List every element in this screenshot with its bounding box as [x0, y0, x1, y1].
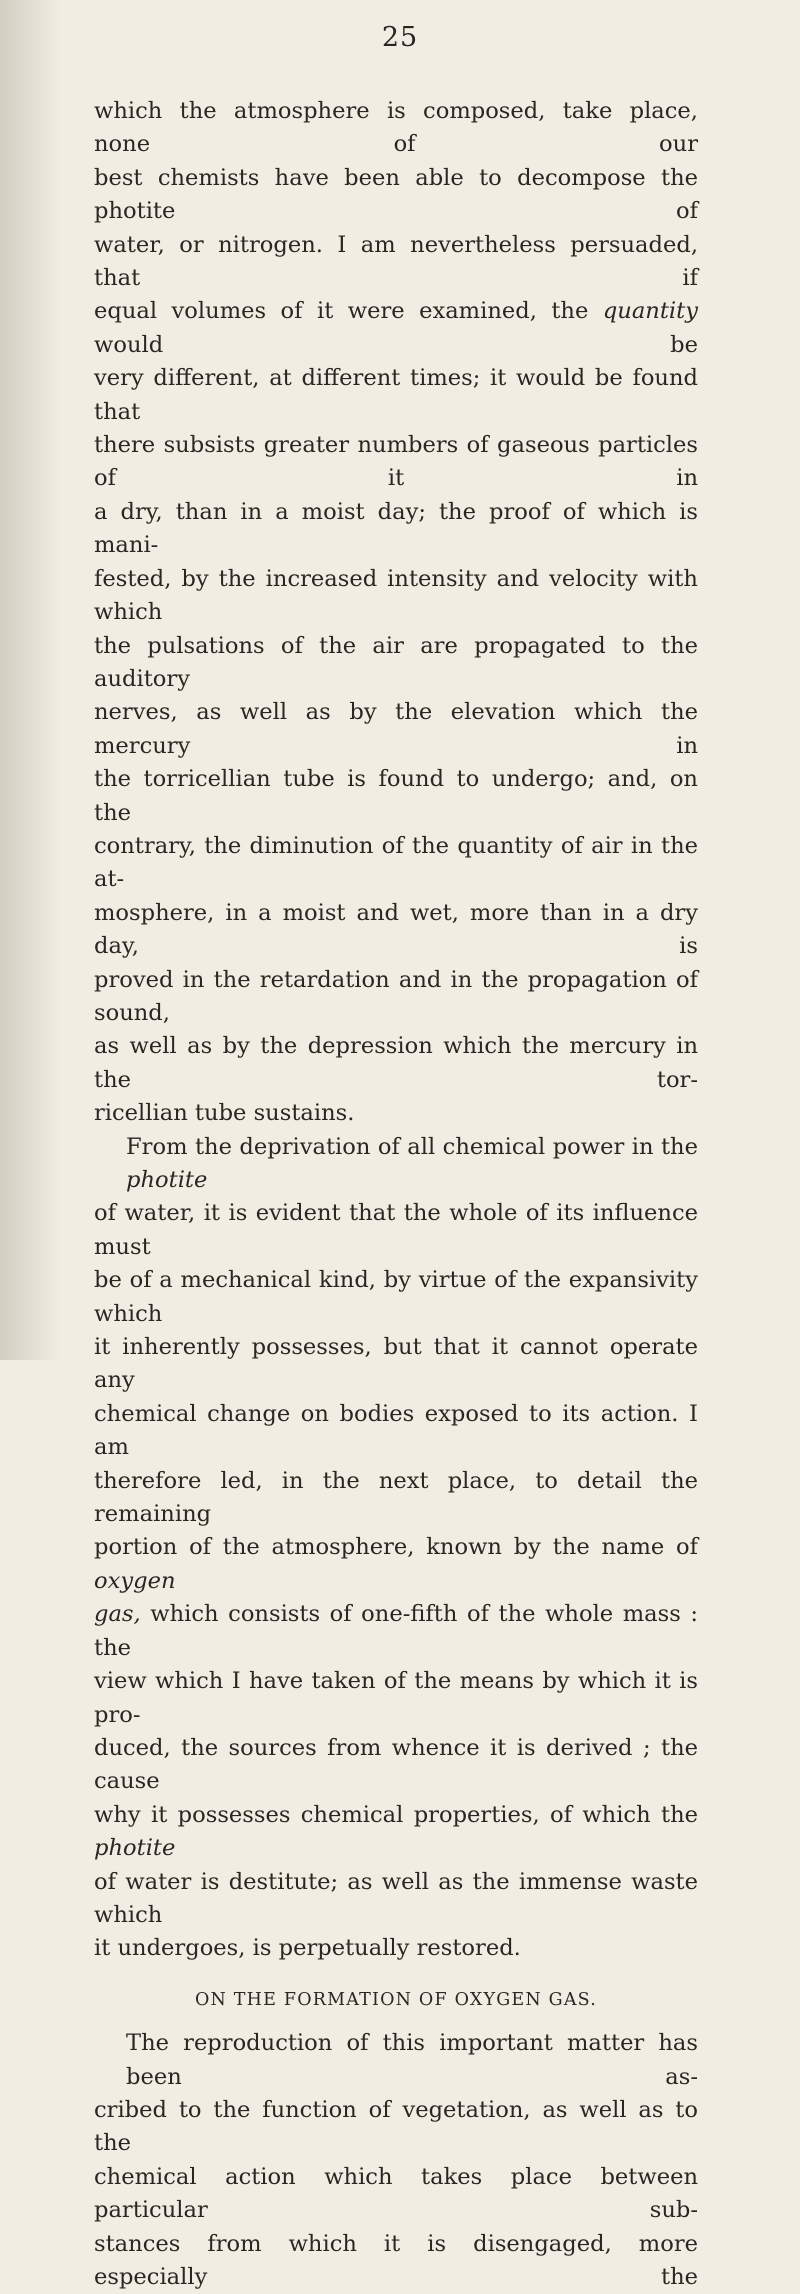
text-line: the pulsations of the air are propagated to the auditory [94, 632, 698, 692]
paragraph-2 [94, 1131, 698, 1966]
text-line: equal volumes of it were examined, the quantity would be [94, 298, 698, 358]
text-line: as well as by the depression which the mercury in the tor- [94, 1033, 698, 1093]
text-line: it inherently possesses, but that it cannot operate any [94, 1334, 698, 1394]
page-number: 25 [381, 22, 419, 53]
text-line: cribed to the function of vegetation, as well as to the [94, 2096, 698, 2157]
text-line: The reproduction of this important matter has been as- [126, 2030, 698, 2090]
text-line: therefore led, in the next place, to detail the remaining [94, 1467, 698, 1528]
text-line: ricellian tube sustains. [94, 1100, 355, 1127]
italic-word: quantity [602, 298, 698, 325]
body-text [94, 95, 698, 2294]
text-line: chemical action which takes place between particular sub- [94, 2163, 698, 2224]
text-line: a dry, than in a moist day; the proof of which is mani- [94, 498, 698, 559]
text-line: of water, it is evident that the whole of its influence must [94, 1200, 698, 1260]
italic-word: photite [94, 1835, 176, 1862]
text-line: the torricellian tube is found to undergo; and, on the [94, 766, 698, 826]
text-line: why it possesses chemical properties, of which the photite [94, 1801, 698, 1862]
text-line: it undergoes, is perpetually restored. [94, 1935, 521, 1962]
text-line: chemical change on bodies exposed to its action. I am [94, 1400, 698, 1461]
paragraph-3 [94, 2027, 698, 2294]
text-line: contrary, the diminution of the quantity of air in the at- [94, 832, 698, 893]
text-line: stances from which it is disengaged, more especially the [94, 2230, 698, 2290]
text-line: view which I have taken of the means by which it is pro- [94, 1668, 698, 1728]
text-line: gas, which consists of one-fifth of the whole mass : the [94, 1601, 698, 1661]
text-line: portion of the atmosphere, known by the name of oxygen [94, 1534, 698, 1594]
paragraph-1 [94, 95, 698, 1131]
text-line: which the atmosphere is composed, take place, none of our [94, 98, 698, 158]
text-line: nerves, as well as by the elevation which the mercury in [94, 699, 698, 759]
italic-word: oxygen [94, 1567, 176, 1594]
italic-word: gas, [94, 1601, 141, 1628]
page-edge-shadow [0, 0, 60, 1360]
text-line: there subsists greater numbers of gaseous particles of it in [94, 432, 698, 492]
text-line: very different, at different times; it would be found that [94, 365, 698, 425]
section-heading: ON THE FORMATION OF OXYGEN GAS. [194, 1989, 598, 2010]
text-line: proved in the retardation and in the propagation of sound, [94, 966, 698, 1026]
text-line: duced, the sources from whence it is derived ; the cause [94, 1734, 698, 1795]
text-line: From the deprivation of all chemical power in the photite [126, 1133, 698, 1193]
text-line: be of a mechanical kind, by virtue of the expansivity which [94, 1267, 698, 1327]
text-line: water, or nitrogen. I am nevertheless persuaded, that if [94, 231, 698, 292]
italic-word: photite [126, 1167, 208, 1193]
text-line: best chemists have been able to decompose the photite of [94, 164, 698, 225]
text-line: fested, by the increased intensity and velocity with which [94, 565, 698, 626]
text-line: mosphere, in a moist and wet, more than in a dry day, is [94, 899, 698, 960]
text-line: of water is destitute; as well as the immense waste which [94, 1868, 698, 1928]
